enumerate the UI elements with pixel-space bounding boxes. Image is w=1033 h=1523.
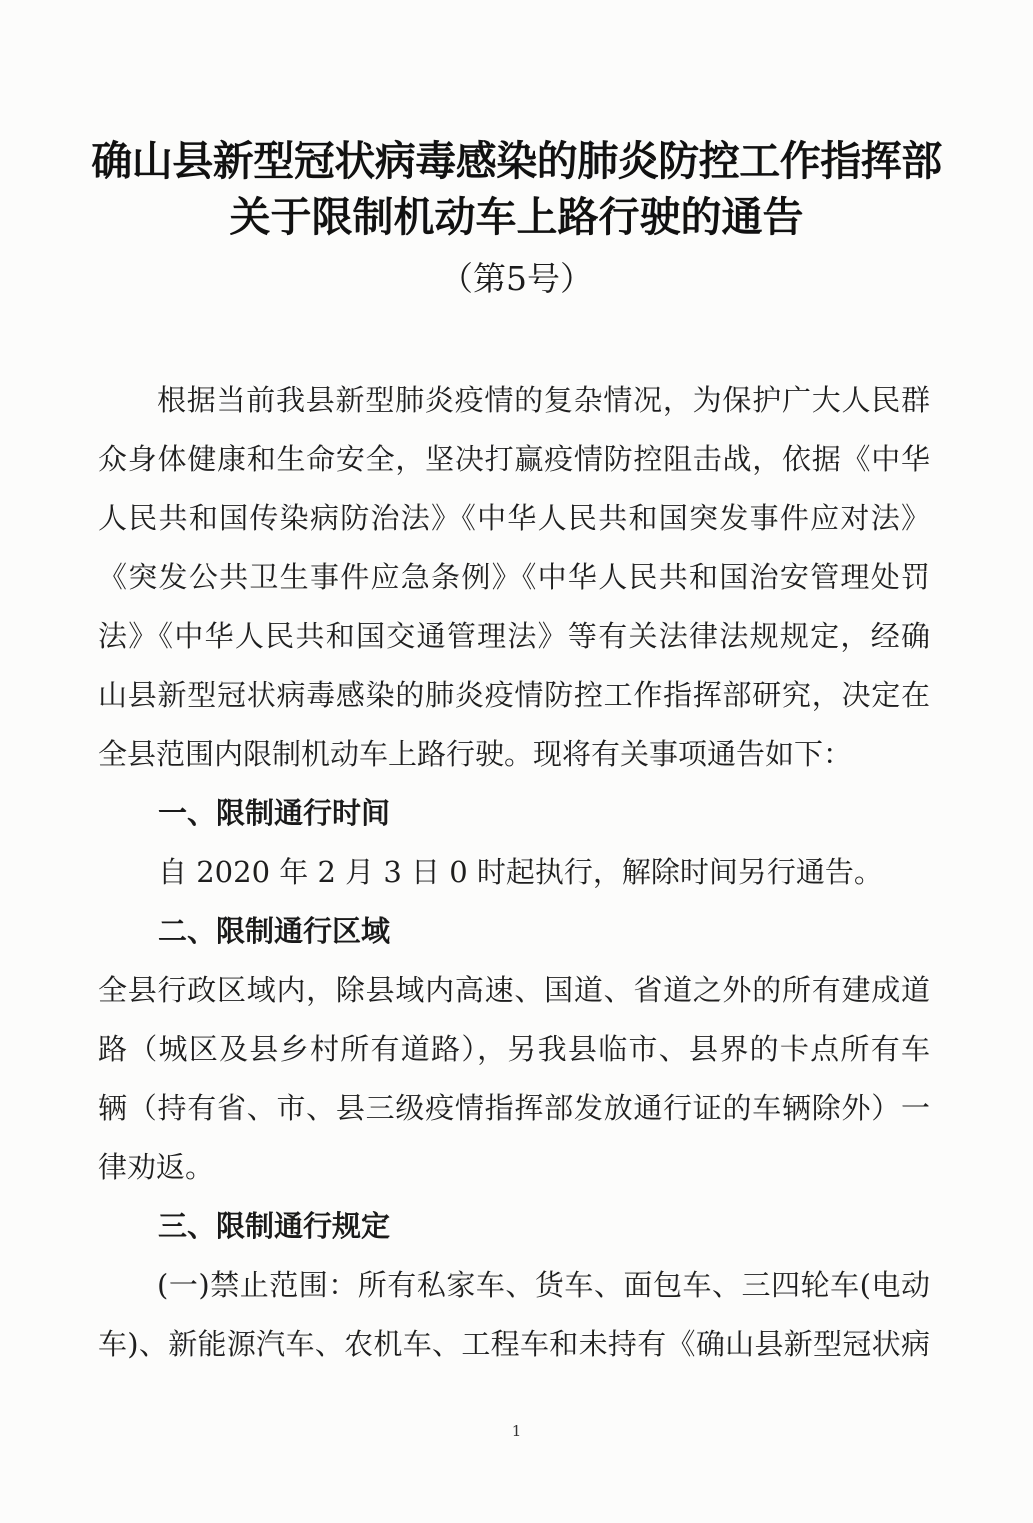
- section-2-line-2: 路（城区及县乡村所有道路），另我县临市、县界的卡点所有车: [98, 1032, 930, 1066]
- body-line-6: 山县新型冠状病毒感染的肺炎疫情防控工作指挥部研究，决定在: [98, 678, 930, 712]
- section-2-line-4: 律劝返。: [98, 1150, 215, 1184]
- notice-number: （第5号）: [440, 259, 593, 298]
- section-1-text: 自 2020 年 2 月 3 日 0 时起执行，解除时间另行通告。: [158, 855, 883, 889]
- document-title-line-2: 关于限制机动车上路行驶的通告: [229, 193, 804, 241]
- section-3-heading: 三、限制通行规定: [158, 1209, 391, 1243]
- section-2-line-1: 全县行政区域内，除县域内高速、国道、省道之外的所有建成道: [98, 973, 930, 1007]
- body-line-7: 全县范围内限制机动车上路行驶。现将有关事项通告如下：: [98, 737, 853, 771]
- section-1-heading: 一、限制通行时间: [158, 796, 391, 830]
- body-line-3: 人民共和国传染病防治法》《中华人民共和国突发事件应对法》: [98, 501, 930, 535]
- page-number: 1: [511, 1422, 522, 1440]
- body-line-5: 法》《中华人民共和国交通管理法》等有关法律法规规定，经确: [98, 619, 930, 653]
- document-title-line-1: 确山县新型冠状病毒感染的肺炎防控工作指挥部: [91, 137, 942, 185]
- body-line-2: 众身体健康和生命安全，坚决打赢疫情防控阻击战，依据《中华: [98, 442, 930, 476]
- section-3-line-1: (一)禁止范围：所有私家车、货车、面包车、三四轮车(电动: [157, 1268, 930, 1302]
- section-2-heading: 二、限制通行区域: [158, 914, 391, 948]
- section-3-line-2: 车)、新能源汽车、农机车、工程车和未持有《确山县新型冠状病: [98, 1327, 930, 1361]
- section-2-line-3: 辆（持有省、市、县三级疫情指挥部发放通行证的车辆除外）一: [98, 1091, 930, 1125]
- body-line-4: 《突发公共卫生事件应急条例》《中华人民共和国治安管理处罚: [98, 560, 930, 594]
- body-line-1: 根据当前我县新型肺炎疫情的复杂情况，为保护广大人民群: [157, 383, 930, 417]
